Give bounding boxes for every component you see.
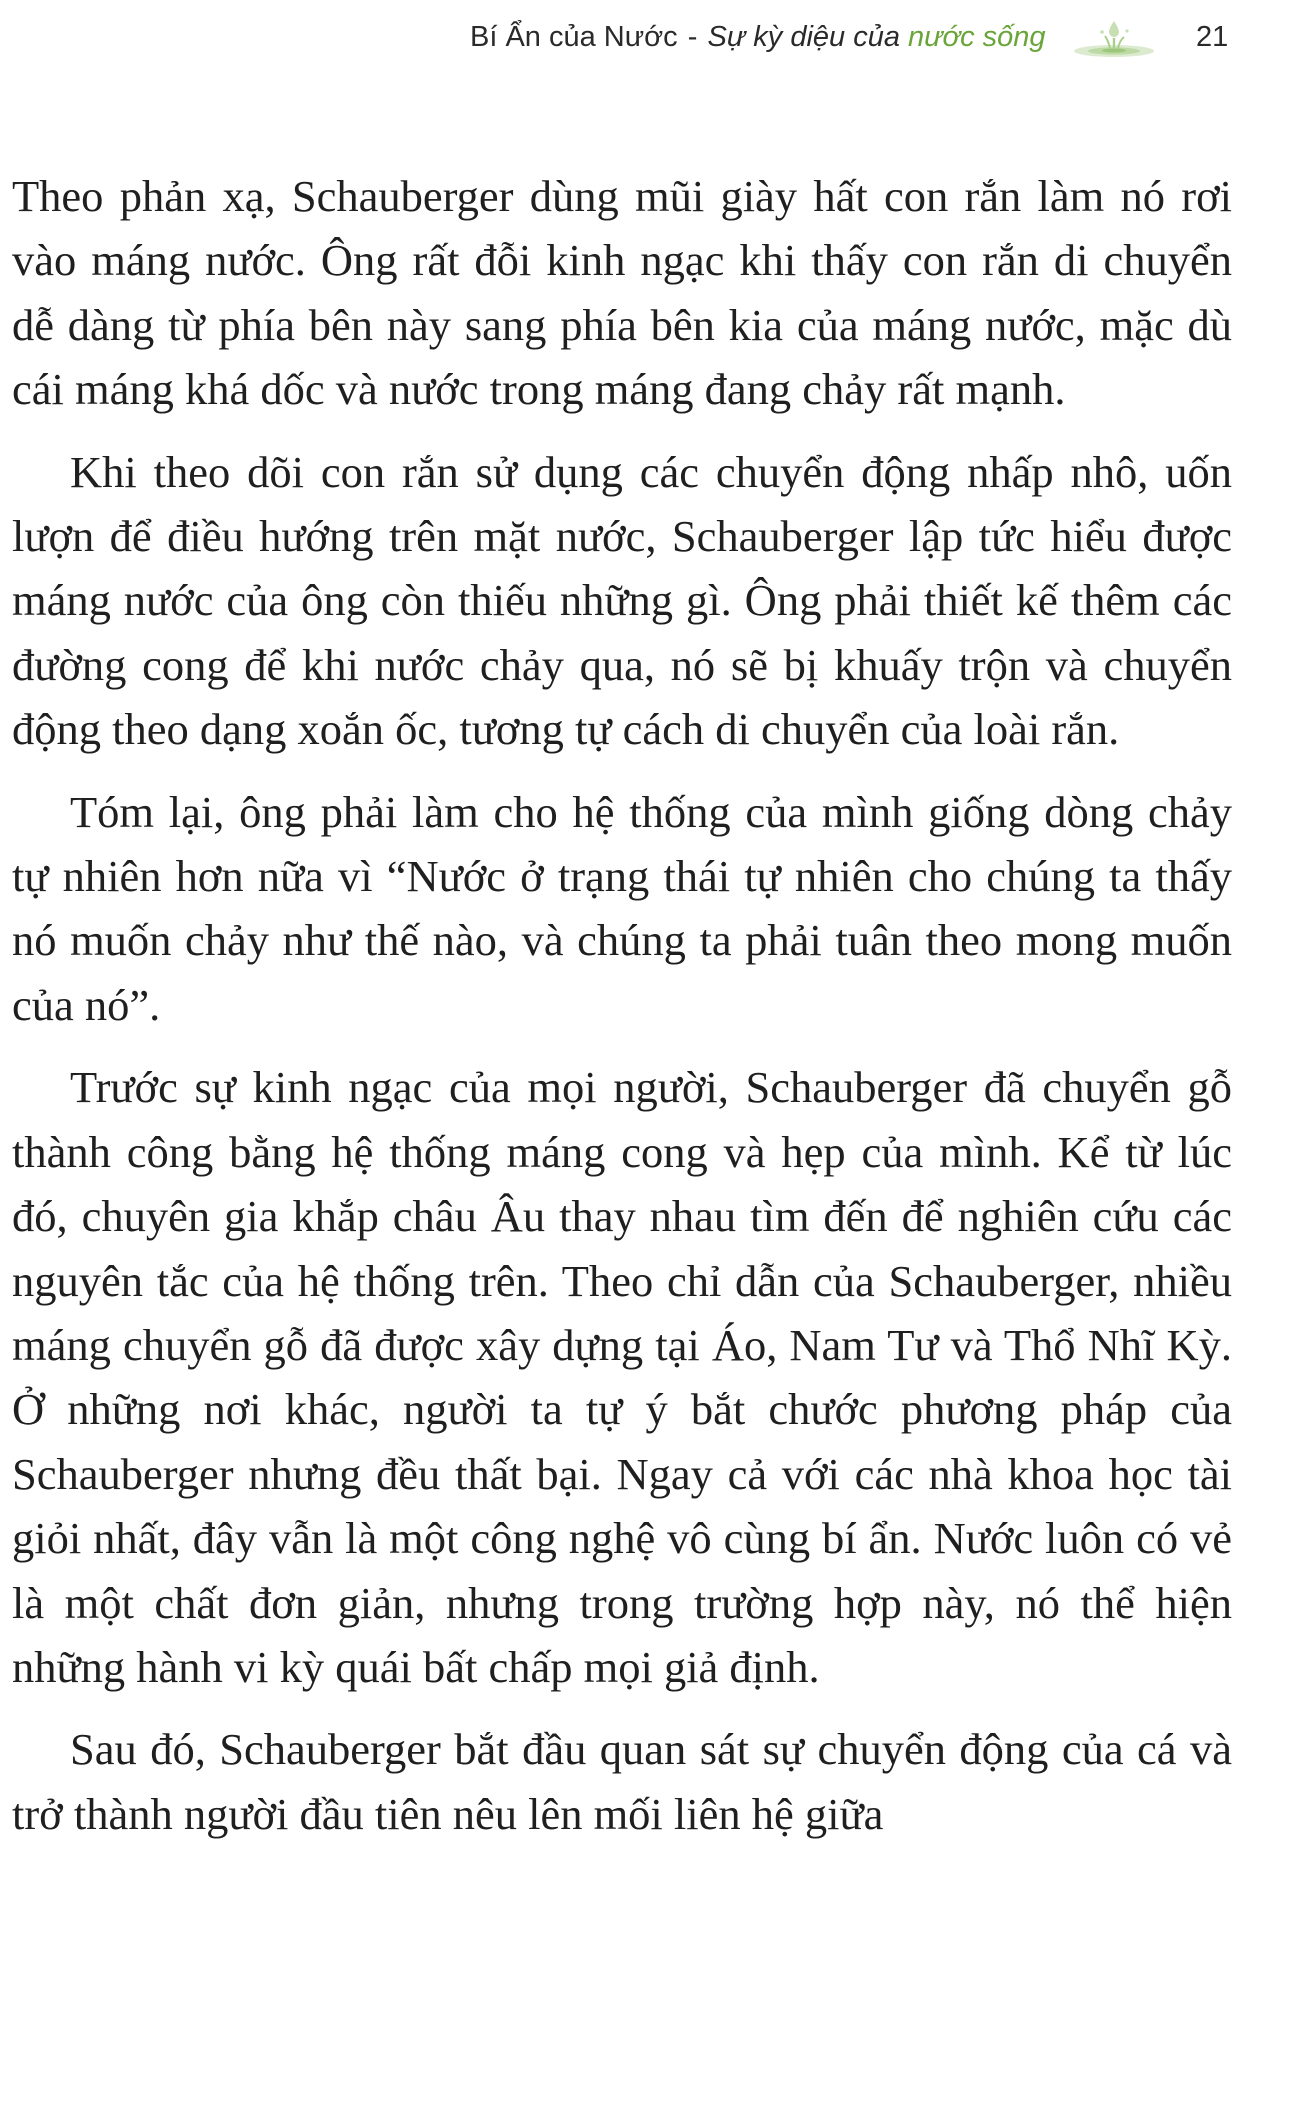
body-text xyxy=(12,164,1232,1846)
page-number: 21 xyxy=(1196,21,1229,53)
water-droplet-splash-icon xyxy=(1068,18,1158,62)
paragraph: Trước sự kinh ngạc của mọi người, Schauberger đã chuyển gỗ thành công bằng hệ thống máng cong và hẹp của mình. Kể từ lúc đó, chuyên gia khắp châu Âu thay nhau tìm đến để nghiên cứu các nguyên tắc của hệ thống trên. Theo chỉ dẫn của Schauberger, nhiều máng chuyển gỗ đã được xây dựng tại Áo, Nam Tư và Thổ Nhĩ Kỳ. Ở những nơi khác, người ta tự ý bắt chước phương pháp của Schauberger nhưng đều thất bại. Ngay cả với các nhà khoa học tài giỏi nhất, đây vẫn là một công nghệ vô cùng bí ẩn. Nước luôn có vẻ là một chất đơn giản, nhưng trong trường hợp này, nó thể hiện những hành vi kỳ quái bất chấp mọi giả định. xyxy=(12,1062,1232,1692)
paragraph: Tóm lại, ông phải làm cho hệ thống của mình giống dòng chảy tự nhiên hơn nữa vì “Nước ở trạng thái tự nhiên cho chúng ta thấy nó muốn chảy như thế nào, và chúng ta phải tuân theo mong muốn của nó”. xyxy=(12,786,1232,1030)
paragraph: Theo phản xạ, Schauberger dùng mũi giày hất con rắn làm nó rơi vào máng nước. Ông rất đỗi kinh ngạc khi thấy con rắn di chuyển dễ dàng từ phía bên này sang phía bên kia của máng nước, mặc dù cái máng khá dốc và nước trong máng đang chảy rất mạnh. xyxy=(12,171,1232,415)
paragraph: Khi theo dõi con rắn sử dụng các chuyển động nhấp nhô, uốn lượn để điều hướng trên mặt nước, Schauberger lập tức hiểu được máng nước của ông còn thiếu những gì. Ông phải thiết kế thêm các đường cong để khi nước chảy qua, nó sẽ bị khuấy trộn và chuyển động theo dạng xoắn ốc, tương tự cách di chuyển của loài rắn. xyxy=(12,446,1232,755)
subtitle-text: Sự kỳ diệu của xyxy=(707,21,900,53)
title-separator: - xyxy=(687,21,698,53)
book-title: Bí Ẩn của Nước xyxy=(470,21,678,53)
running-header-title xyxy=(470,14,1046,60)
running-header xyxy=(0,14,1296,60)
subtitle-highlight: nước sống xyxy=(908,21,1046,53)
paragraph: Sau đó, Schauberger bắt đầu quan sát sự chuyển động của cá và trở thành người đầu tiên nêu lên mối liên hệ giữa xyxy=(12,1724,1232,1839)
